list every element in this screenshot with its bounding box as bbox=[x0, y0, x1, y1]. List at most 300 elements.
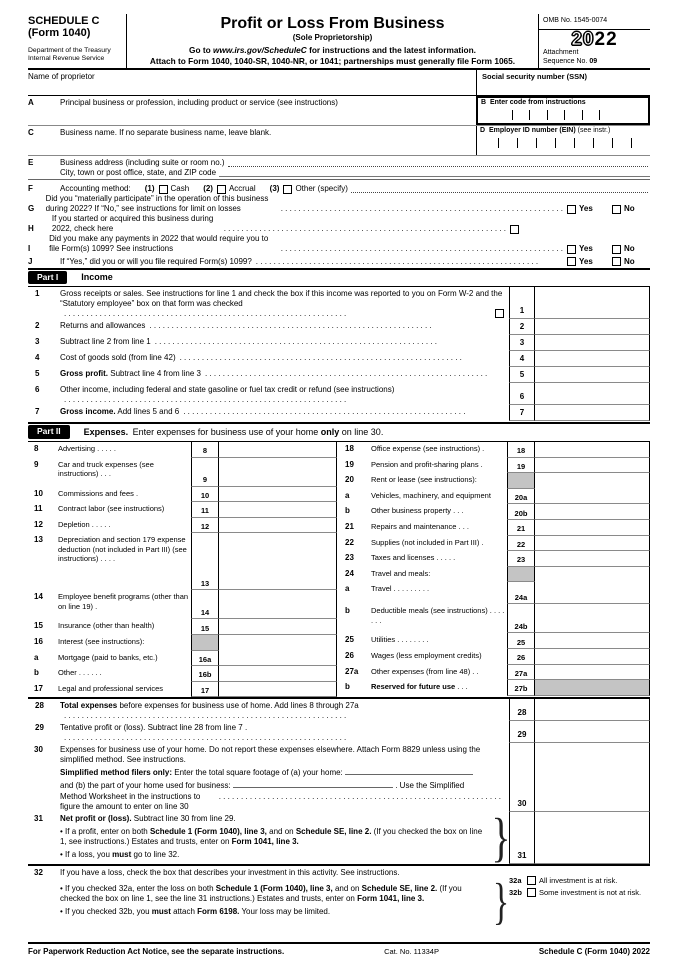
line-number: 2 bbox=[35, 321, 40, 331]
line-17-row bbox=[28, 682, 337, 698]
proprietor-row bbox=[28, 70, 650, 96]
line-number: 17 bbox=[34, 683, 43, 693]
line-7-amount[interactable] bbox=[535, 405, 650, 421]
part1-tag: Part I bbox=[28, 271, 67, 285]
line-a-label[interactable]: Principal business or profession, including product or service (see instructions) bbox=[60, 98, 338, 108]
line-5-row bbox=[28, 367, 650, 383]
line-box-number: 27a bbox=[507, 665, 535, 681]
other-method-specify-input[interactable] bbox=[351, 184, 648, 193]
line-label: Employee benefit programs (other than on line 19) . bbox=[58, 592, 189, 611]
row-e bbox=[28, 156, 650, 180]
line-21-row bbox=[337, 520, 650, 536]
line-j-label: If “Yes,” did you or will you file required Form(s) 1099? bbox=[60, 256, 252, 266]
line-label: Reserved for future use . . . bbox=[371, 682, 468, 692]
line-6-row bbox=[28, 383, 650, 405]
row-g bbox=[28, 194, 650, 214]
attachment-label: Attachment bbox=[543, 48, 579, 56]
line-30-b-post: . Use the Simplified bbox=[395, 781, 465, 791]
dot-leader bbox=[64, 309, 491, 319]
line-label: Deductible meals (see instructions) . . . . . . . bbox=[371, 606, 505, 625]
line-number: b bbox=[345, 506, 350, 516]
line-box-number: 26 bbox=[507, 649, 535, 665]
dept-line2: Internal Revenue Service bbox=[28, 55, 105, 63]
accrual-checkbox[interactable] bbox=[217, 185, 226, 194]
dot-leader bbox=[183, 407, 505, 417]
line-11-amount[interactable] bbox=[219, 502, 337, 518]
line-number: 3 bbox=[35, 337, 40, 347]
all-investment-at-risk-checkbox[interactable] bbox=[527, 876, 536, 885]
at-risk-options bbox=[509, 866, 650, 940]
line-number: 7 bbox=[35, 407, 40, 417]
name-label: Name of proprietor bbox=[28, 72, 95, 82]
row-h bbox=[28, 214, 650, 234]
part2-title: Expenses. Enter expenses for business use of your home only on line 30. bbox=[83, 426, 384, 437]
line-number: 24 bbox=[345, 568, 354, 578]
line-32-head: If you have a loss, check the box that describes your investment in this activity. See instructions. bbox=[60, 868, 400, 878]
business-address-input[interactable] bbox=[228, 158, 648, 167]
g-yes-label: Yes bbox=[579, 204, 593, 214]
line-26-row bbox=[337, 649, 650, 665]
line-e-label: Business address (including suite or room no.) bbox=[60, 158, 225, 168]
row-i bbox=[28, 234, 650, 254]
g-no-label: No bbox=[624, 204, 635, 214]
line-label: Travel . . . . . . . . . bbox=[371, 584, 430, 594]
line-label: Interest (see instructions): bbox=[58, 637, 145, 647]
opt1-num: (1) bbox=[144, 184, 155, 194]
line-label: Mortgage (paid to banks, etc.) bbox=[58, 652, 158, 662]
form-title: Profit or Loss From Business bbox=[220, 15, 445, 32]
line-d-note: (see instr.) bbox=[577, 127, 611, 135]
g-no-checkbox[interactable] bbox=[612, 205, 621, 214]
g-yes-checkbox[interactable] bbox=[567, 205, 576, 214]
line-4-row bbox=[28, 351, 650, 367]
expenses-left-column bbox=[28, 442, 337, 697]
line-box-number: 9 bbox=[191, 458, 219, 487]
home-sqft-input[interactable] bbox=[345, 766, 473, 775]
paperwork-notice: For Paperwork Reduction Act Notice, see the separate instructions. bbox=[28, 947, 285, 957]
line-30-text: Expenses for business use of your home. Do not report these expenses elsewhere. Attach Form 8829 unless using the simplified method. See instructions. bbox=[60, 745, 481, 765]
line-3-amount[interactable] bbox=[535, 335, 650, 351]
line-number: 25 bbox=[345, 635, 354, 645]
line-23-amount[interactable] bbox=[535, 551, 650, 567]
line-label: Depreciation and section 179 expense deduction (not included in Part III) (see instructions) . . . . bbox=[58, 535, 187, 564]
dot-leader bbox=[219, 792, 501, 812]
line-label: Depletion . . . . . bbox=[58, 519, 111, 529]
year-outline: 20 bbox=[571, 28, 595, 50]
line-number: 21 bbox=[345, 522, 354, 532]
line-25-amount[interactable] bbox=[535, 633, 650, 649]
line-a-letter: A bbox=[28, 98, 34, 108]
line-24a-row bbox=[337, 582, 650, 604]
line-box-number: 24b bbox=[507, 604, 535, 633]
line-number: 5 bbox=[35, 369, 40, 379]
line-h-letter: H bbox=[28, 224, 34, 234]
line-box-number: 14 bbox=[191, 590, 219, 619]
line-number: b bbox=[345, 606, 350, 616]
line-19-row bbox=[337, 458, 650, 474]
line-number: 6 bbox=[35, 385, 40, 395]
line-31-bullet1: • If a profit, enter on both Schedule 1 (Form 1040), line 3, and on Schedule SE, line 2. (If you checked the box on line 1, see instructions.) Estates and trusts, enter on Form 1041, line 3. bbox=[60, 827, 483, 847]
line-31-box: 31 bbox=[509, 812, 535, 864]
dot-leader bbox=[224, 224, 506, 234]
line-number: 19 bbox=[345, 459, 354, 469]
line-24-row bbox=[337, 567, 650, 583]
line-14-row bbox=[28, 590, 337, 619]
line-15-row bbox=[28, 619, 337, 635]
part2-tag: Part II bbox=[28, 425, 70, 439]
line-h-label: If you started or acquired this business during 2022, check here bbox=[51, 214, 214, 234]
line-number: 10 bbox=[34, 488, 43, 498]
line-31-amount[interactable] bbox=[535, 812, 650, 864]
line-label: Taxes and licenses . . . . . bbox=[371, 553, 456, 563]
row-a-b bbox=[28, 96, 650, 126]
i-no-checkbox[interactable] bbox=[612, 245, 621, 254]
line-box-number: 21 bbox=[507, 520, 535, 536]
line-16-row bbox=[28, 635, 337, 651]
line-32b-label: Some investment is not at risk. bbox=[539, 887, 642, 897]
line-box-number: 13 bbox=[191, 533, 219, 590]
line-box-number bbox=[507, 567, 535, 583]
line-30-box: 30 bbox=[509, 743, 535, 812]
line-label: Travel and meals: bbox=[371, 568, 431, 578]
other-method-label: Other (specify) bbox=[295, 184, 348, 194]
accrual-label: Accrual bbox=[228, 184, 256, 194]
accounting-method-label: Accounting method: bbox=[60, 184, 131, 194]
line-24b-amount[interactable] bbox=[535, 604, 650, 633]
city-state-zip-input[interactable] bbox=[219, 168, 650, 177]
tax-year bbox=[539, 30, 650, 49]
line-number: 13 bbox=[34, 535, 43, 545]
dept-line1: Department of the Treasury bbox=[28, 47, 111, 55]
line-12-row bbox=[28, 518, 337, 534]
line-box-number: 20b bbox=[507, 504, 535, 520]
form-subtitle: (Sole Proprietorship) bbox=[292, 32, 373, 42]
cash-checkbox[interactable] bbox=[159, 185, 168, 194]
row-f bbox=[28, 180, 650, 194]
goto-instruction: Go to www.irs.gov/ScheduleC for instructions and the latest information. bbox=[189, 44, 476, 55]
line-29-box: 29 bbox=[509, 721, 535, 743]
line-number: 9 bbox=[34, 459, 39, 469]
line-30-c-text: Method Worksheet in the instructions to figure the amount to enter on line 30 bbox=[60, 792, 201, 812]
line-32b-number: 32b bbox=[509, 887, 522, 897]
line-label: Returns and allowances . . . bbox=[60, 319, 509, 335]
line-box-number: 10 bbox=[191, 487, 219, 503]
line-e-letter: E bbox=[28, 158, 34, 168]
line-31-number: 31 bbox=[34, 814, 43, 824]
line-29-amount[interactable] bbox=[535, 721, 650, 743]
line-32-number: 32 bbox=[34, 868, 43, 878]
line-number: 27a bbox=[345, 666, 359, 676]
line-box-number: 16b bbox=[191, 666, 219, 682]
line-number: 18 bbox=[345, 444, 354, 454]
some-investment-not-at-risk-checkbox[interactable] bbox=[527, 888, 536, 897]
line-32-bullet1: • If you checked 32a, enter the loss on both Schedule 1 (Form 1040), line 3, and on Schedule SE, line 2. (If you checked the box on line 1, see the line 31 instructions.) Estates and trusts, enter on Form 1041, line 3. bbox=[60, 884, 462, 904]
part1-header bbox=[28, 268, 650, 288]
curly-brace: } bbox=[491, 807, 511, 869]
line-31-bullet2: • If a loss, you must go to line 32. bbox=[60, 850, 180, 860]
line-label: Vehicles, machinery, and equipment bbox=[371, 490, 491, 500]
line-box-number: 15 bbox=[191, 619, 219, 635]
line-number: a bbox=[34, 652, 39, 662]
year-bold: 22 bbox=[594, 28, 618, 50]
line-number: 15 bbox=[34, 621, 43, 631]
line-label: Repairs and maintenance . . . bbox=[371, 522, 469, 532]
line-29-row bbox=[28, 721, 650, 743]
line-32-bullet2: • If you checked 32b, you must attach Form 6198. Your loss may be limited. bbox=[60, 907, 331, 917]
line-29-label: Tentative profit or (loss). Subtract line 28 from line 7 . bbox=[60, 723, 248, 733]
catalog-number: Cat. No. 11334P bbox=[384, 947, 439, 957]
line-j-letter: J bbox=[28, 256, 33, 266]
form-header bbox=[28, 14, 650, 70]
form-title-block bbox=[127, 14, 538, 68]
line-i-letter: I bbox=[28, 244, 31, 254]
row-c-d bbox=[28, 126, 650, 156]
line-31-head: Net profit or (loss). Subtract line 30 from line 29. bbox=[60, 814, 236, 824]
line-number: a bbox=[345, 584, 350, 594]
expenses-grid bbox=[28, 442, 650, 699]
line-i-label: Did you make any payments in 2022 that would require you to file Form(s) 1099? See instructions bbox=[49, 234, 269, 254]
line-box-number: 23 bbox=[507, 551, 535, 567]
line-24b-row bbox=[337, 604, 650, 633]
line-30-b-text: and (b) the part of your home used for business: bbox=[60, 781, 231, 791]
line-box-number: 18 bbox=[507, 442, 535, 458]
line-28-box: 28 bbox=[509, 699, 535, 721]
line-f-letter: F bbox=[28, 184, 33, 194]
ssn-label: Social security number (SSN) bbox=[482, 72, 588, 82]
line-13-row bbox=[28, 533, 337, 590]
i-yes-label: Yes bbox=[579, 244, 593, 254]
opt3-num: (3) bbox=[269, 184, 280, 194]
line-1-row bbox=[28, 287, 650, 319]
line-7-row bbox=[28, 405, 650, 421]
sequence-number: 09 bbox=[589, 57, 598, 65]
line-24-amount[interactable] bbox=[535, 567, 650, 583]
line-20-row bbox=[337, 473, 650, 489]
line-9-amount[interactable] bbox=[219, 458, 337, 487]
line-number: a bbox=[345, 490, 350, 500]
line-number: 16 bbox=[34, 637, 43, 647]
line-box-number: 25 bbox=[507, 633, 535, 649]
line-label: Commissions and fees . bbox=[58, 488, 139, 498]
omb-number: OMB No. 1545-0074 bbox=[539, 14, 650, 30]
line-label: Pension and profit-sharing plans . bbox=[371, 459, 483, 469]
j-no-label: No bbox=[624, 256, 635, 266]
line-number: 11 bbox=[34, 504, 43, 514]
line-box-number bbox=[507, 473, 535, 489]
line-12-amount[interactable] bbox=[219, 518, 337, 534]
line-number: 4 bbox=[35, 353, 40, 363]
dot-leader bbox=[205, 369, 505, 379]
dot-leader bbox=[149, 321, 505, 331]
line-label: Wages (less employment credits) bbox=[371, 651, 482, 660]
line-30-block bbox=[28, 743, 650, 812]
line-g-letter: G bbox=[28, 204, 35, 214]
line-2-amount[interactable] bbox=[535, 319, 650, 335]
line-21-amount[interactable] bbox=[535, 520, 650, 536]
line-label: Gross profit. Subtract line 4 from line 3 . . . bbox=[60, 367, 509, 383]
line-number: 1 bbox=[35, 289, 40, 299]
line-27b-amount bbox=[535, 680, 650, 696]
line-23-row bbox=[337, 551, 650, 567]
line-22-row bbox=[337, 536, 650, 552]
line-30-amount[interactable] bbox=[535, 743, 650, 812]
line-27a-amount[interactable] bbox=[535, 665, 650, 681]
line-31-block bbox=[28, 807, 650, 869]
line-c-letter: C bbox=[28, 128, 34, 138]
cash-label: Cash bbox=[170, 184, 190, 194]
line-number: 14 bbox=[34, 592, 43, 602]
line-label: Other income, including federal and state gasoline or fuel tax credit or refund (see instructions) . . . bbox=[60, 383, 509, 405]
statutory-employee-checkbox[interactable] bbox=[495, 309, 504, 318]
dot-leader bbox=[64, 733, 505, 743]
h-checkbox[interactable] bbox=[510, 225, 519, 234]
i-yes-checkbox[interactable] bbox=[567, 245, 576, 254]
line-27a-row bbox=[337, 665, 650, 681]
line-box-number: 5 bbox=[509, 367, 535, 383]
row-j bbox=[28, 254, 650, 267]
line-box-number: 1 bbox=[509, 287, 535, 319]
line-box-number: 20a bbox=[507, 489, 535, 505]
line-box-number bbox=[191, 635, 219, 651]
line-5-amount[interactable] bbox=[535, 367, 650, 383]
line-number: 22 bbox=[345, 537, 354, 547]
line-d-label: Employer ID number (EIN) bbox=[488, 127, 576, 135]
line-label: Supplies (not included in Part III) . bbox=[371, 537, 484, 547]
line-13-amount[interactable] bbox=[219, 533, 337, 590]
line-32a-number: 32a bbox=[509, 876, 522, 886]
line-20b-amount[interactable] bbox=[535, 504, 650, 520]
ssn-field[interactable] bbox=[476, 70, 650, 95]
part2-header bbox=[28, 422, 650, 442]
line-9-row bbox=[28, 458, 337, 487]
sequence-label: Sequence No. bbox=[543, 57, 588, 65]
line-8-amount[interactable] bbox=[219, 442, 337, 458]
line-label: Other expenses (from line 48) . . bbox=[371, 666, 479, 676]
form-footer bbox=[28, 942, 650, 957]
dot-leader bbox=[281, 204, 563, 214]
line-20a-amount[interactable] bbox=[535, 489, 650, 505]
line-14-amount[interactable] bbox=[219, 590, 337, 619]
line-box-number: 12 bbox=[191, 518, 219, 534]
line-box-number: 24a bbox=[507, 582, 535, 604]
line-4-amount[interactable] bbox=[535, 351, 650, 367]
line-32-block bbox=[28, 866, 650, 940]
code-digit-boxes[interactable] bbox=[495, 110, 617, 120]
line-label: Cost of goods sold (from line 42) . . . bbox=[60, 351, 509, 367]
line-box-number: 8 bbox=[191, 442, 219, 458]
line-10-amount[interactable] bbox=[219, 487, 337, 503]
line-6-amount[interactable] bbox=[535, 383, 650, 405]
opt2-num: (2) bbox=[203, 184, 213, 194]
line-27b-row bbox=[337, 680, 650, 696]
line-17-amount[interactable] bbox=[219, 682, 337, 698]
line-16b-amount[interactable] bbox=[219, 666, 337, 682]
omb-block bbox=[538, 14, 650, 68]
line-number: 8 bbox=[34, 444, 39, 454]
line-11-row bbox=[28, 502, 337, 518]
line-32a-label: All investment is at risk. bbox=[539, 876, 618, 886]
j-yes-checkbox[interactable] bbox=[567, 257, 576, 266]
dot-leader bbox=[180, 353, 505, 363]
j-yes-label: Yes bbox=[579, 256, 593, 266]
expenses-right-column bbox=[337, 442, 650, 697]
line-d-letter: D bbox=[480, 127, 486, 135]
form-id-block bbox=[28, 14, 127, 68]
line-label: Car and truck expenses (see instructions) . . . bbox=[58, 459, 154, 479]
part1-lines bbox=[28, 287, 650, 421]
footer-form-id: Schedule C (Form 1040) 2022 bbox=[538, 947, 650, 957]
j-no-checkbox[interactable] bbox=[612, 257, 621, 266]
line-8-row bbox=[28, 442, 337, 458]
schedule-label: SCHEDULE C bbox=[28, 15, 100, 27]
business-code-box[interactable] bbox=[476, 96, 650, 125]
line-26-amount[interactable] bbox=[535, 649, 650, 665]
line-label: Subtract line 2 from line 1 . . . bbox=[60, 335, 509, 351]
ein-box[interactable] bbox=[476, 126, 650, 155]
line-18-row bbox=[337, 442, 650, 458]
line-28-bold: Total expenses bbox=[60, 701, 118, 711]
line-16a-amount[interactable] bbox=[219, 651, 337, 667]
dot-leader bbox=[155, 337, 505, 347]
line-16-amount[interactable] bbox=[219, 635, 337, 651]
line-29-number: 29 bbox=[35, 723, 44, 733]
line-18-amount[interactable] bbox=[535, 442, 650, 458]
line-label: Other . . . . . . bbox=[58, 668, 102, 678]
attach-instruction: Attach to Form 1040, 1040-SR, 1040-NR, or 1041; partnerships must generally file Form 1065. bbox=[149, 55, 516, 66]
dot-leader bbox=[256, 257, 563, 267]
line-number: 23 bbox=[345, 553, 354, 563]
line-g-label: Did you “materially participate” in the operation of this business during 2022? If “No,” see instructions for limit on losses bbox=[45, 194, 269, 214]
line-label: Legal and professional services bbox=[58, 683, 164, 693]
line-22-amount[interactable] bbox=[535, 536, 650, 552]
line-c-label[interactable]: Business name. If no separate business name, leave blank. bbox=[60, 128, 272, 138]
line-16a-row bbox=[28, 651, 337, 667]
part1-title: Income bbox=[81, 272, 113, 282]
line-19-amount[interactable] bbox=[535, 458, 650, 474]
line-20-amount[interactable] bbox=[535, 473, 650, 489]
ein-digit-boxes[interactable] bbox=[480, 138, 650, 148]
line-number: b bbox=[345, 682, 350, 692]
line-label: Office expense (see instructions) . bbox=[371, 444, 485, 454]
line-number: 26 bbox=[345, 651, 354, 660]
line-label: Utilities . . . . . . . . bbox=[371, 635, 429, 645]
name-of-proprietor-field[interactable] bbox=[28, 70, 476, 95]
line-number: 12 bbox=[34, 519, 43, 529]
line-label: Gross receipts or sales. See instructions for line 1 and check the box if this income was reported to you on Form W-2 and the “Statutory employee” box on that form was checked . . . bbox=[60, 287, 509, 319]
business-sqft-input[interactable] bbox=[233, 779, 393, 788]
curly-brace: } bbox=[492, 874, 510, 931]
dot-leader bbox=[64, 395, 505, 405]
line-label: Insurance (other than health) bbox=[58, 621, 155, 631]
line-box-number: 27b bbox=[507, 680, 535, 696]
line-box-number: 17 bbox=[191, 682, 219, 698]
line-box-number: 11 bbox=[191, 502, 219, 518]
line-label: Contract labor (see instructions) bbox=[58, 504, 165, 514]
line-30-simplified-rest: Enter the total square footage of (a) your home: bbox=[172, 768, 343, 778]
other-method-checkbox[interactable] bbox=[283, 185, 292, 194]
line-24a-amount[interactable] bbox=[535, 582, 650, 604]
line-3-row bbox=[28, 335, 650, 351]
line-2-row bbox=[28, 319, 650, 335]
line-box-number: 3 bbox=[509, 335, 535, 351]
line-b-letter: B bbox=[481, 99, 487, 107]
line-28-amount[interactable] bbox=[535, 699, 650, 721]
line-20a-row bbox=[337, 489, 650, 505]
line-15-amount[interactable] bbox=[219, 619, 337, 635]
line-1-amount[interactable] bbox=[535, 287, 650, 319]
line-28-row bbox=[28, 699, 650, 721]
line-20b-row bbox=[337, 504, 650, 520]
